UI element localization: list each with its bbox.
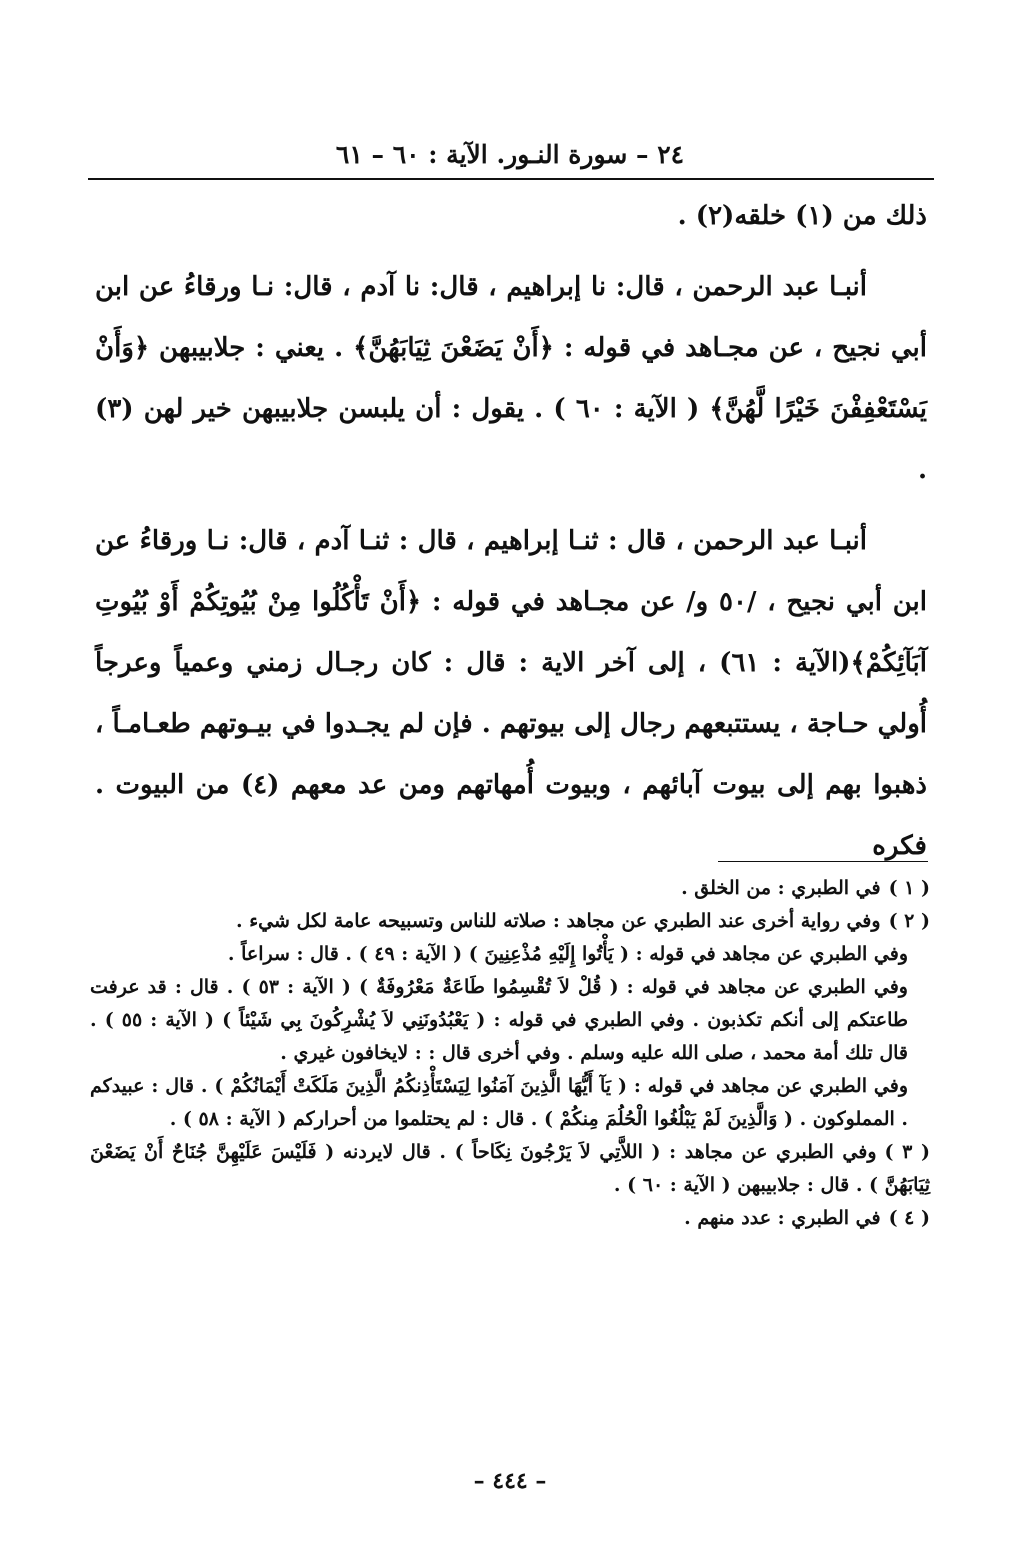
paragraph: أنبـا عبد الرحمن ، قال: نا إبراهيم ، قال: نا آدم ، قال: نـا ورقاءُ عن ابن أبي نجيح ، عن مجـاهد في قوله : ﴿أَنْ يَضَعْنَ ثِيَابَهُنَّ﴾ . يعني : جلابيبهن ﴿وَأَنْ يَسْتَعْفِفْنَ خَيْرًا لَّهُنَّ﴾ ( الآية : ٦٠ ) . يقول : أن يلبسن جلابيبهن خير لهن (٣) . — [95, 272, 927, 485]
footnote — [90, 1136, 930, 1202]
footnote-number: ( ٣ ) — [884, 1141, 930, 1163]
footnote-continuation — [90, 1070, 930, 1136]
footnote-text: في الطبري : عدد منهم . — [684, 1207, 881, 1229]
paragraph: أنبـا عبد الرحمن ، قال : ثنـا إبراهيم ، قال : ثنـا آدم ، قال: نـا ورقاءُ عن ابن أبي نجيح ، /٥٠ و/ عن مجـاهد في قوله : ﴿أَنْ تَأْكُلُوا مِنْ بُيُوتِكُمْ أَوْ بُيُوتِ آبَآئِكُمْ﴾(الآية : ٦١) ، إلى آخر الاية : قال : كان رجـال زمني وعمياً وعرجاً أُولي حـاجة ، يستتبعهم رجال إلى بيوتهم . فإن لم يجـدوا في بيـوتهم طعـامـاً ، ذهبوا بهم إلى بيوت آبائهم ، وبيوت أُمهاتهم ومن عد معهم (٤) من البيوت . فكره — [95, 526, 927, 861]
footnote-text: وفي الطبري عن مجاهد في قوله : ( يَأْتُوا إِلَيْهِ مُذْعِنِينَ ) ( الآية : ٤٩ ) . قال : سراعاً . — [227, 943, 908, 965]
paragraph: ذلك من (١) خلقه(٢) . — [677, 201, 927, 231]
footnote — [90, 905, 930, 938]
footnote-text: وفي رواية أخرى عند الطبري عن مجاهد : صلاته للناس وتسبيحه عامة لكل شيء . — [236, 910, 881, 932]
footnote-text: وفي الطبري عن مجاهد في قوله : ( قُلْ لاَ تُقْسِمُوا طَاعَةٌ مَعْرُوفَةٌ ) ( الآية : ٥٣ ) . قال : قد عرفت طاعتكم إلى أنكم تكذبون . وفي الطبري في قوله : ( يَعْبُدُونَنِي لاَ يُشْرِكُونَ بِي شَيْئاً ) ( الآية : ٥٥ ) . قال تلك أمة محمد ، صلى الله عليه وسلم . وفي أخرى قال : : لايخافون غيري . — [90, 976, 908, 1064]
footnote — [90, 1202, 930, 1235]
header-rule — [88, 178, 934, 180]
running-header: ٢٤ – سورة النـور. الآية : ٦٠ – ٦١ — [335, 140, 685, 169]
footnote — [90, 872, 930, 905]
main-text — [95, 186, 927, 877]
footnote-text: وفي الطبري عن مجاهد : ( اللاَّتِي لاَ يَرْجُونَ نِكَاحاً ) . قال لايردنه ( فَلَيْسَ عَلَيْهِنَّ جُنَاحٌ أَنْ يَضَعْنَ ثِيَابَهُنَّ ) . قال : جلابيبهن ( الآية : ٦٠ ) . — [90, 1141, 930, 1196]
footnote-continuation — [90, 971, 930, 1070]
footnote-number: ( ١ ) — [888, 877, 930, 899]
footnote-rule — [718, 861, 928, 862]
page-number: – ٤٤٤ – — [473, 1468, 547, 1494]
footnote-text: وفي الطبري عن مجاهد في قوله : ( يَآ أَيُّهَا الَّذِينَ آمَنُوا لِيَسْتَأْذِنكُمُ الَّذِينَ مَلَكَتْ أَيْمَانُكُمْ ) . قال : عبيدكم . المملوكون . ( وَالَّذِينَ لَمْ يَبْلُغُوا الْحُلُمَ مِنكُمْ ) . قال : لم يحتلموا من أحراركم ( الآية : ٥٨ ) . — [90, 1075, 908, 1130]
footnote-number: ( ٤ ) — [888, 1207, 930, 1229]
footnotes — [90, 872, 930, 1235]
footnote-text: في الطبري : من الخلق . — [681, 877, 881, 899]
footnote-number: ( ٢ ) — [888, 910, 930, 932]
footnote-continuation — [90, 938, 930, 971]
